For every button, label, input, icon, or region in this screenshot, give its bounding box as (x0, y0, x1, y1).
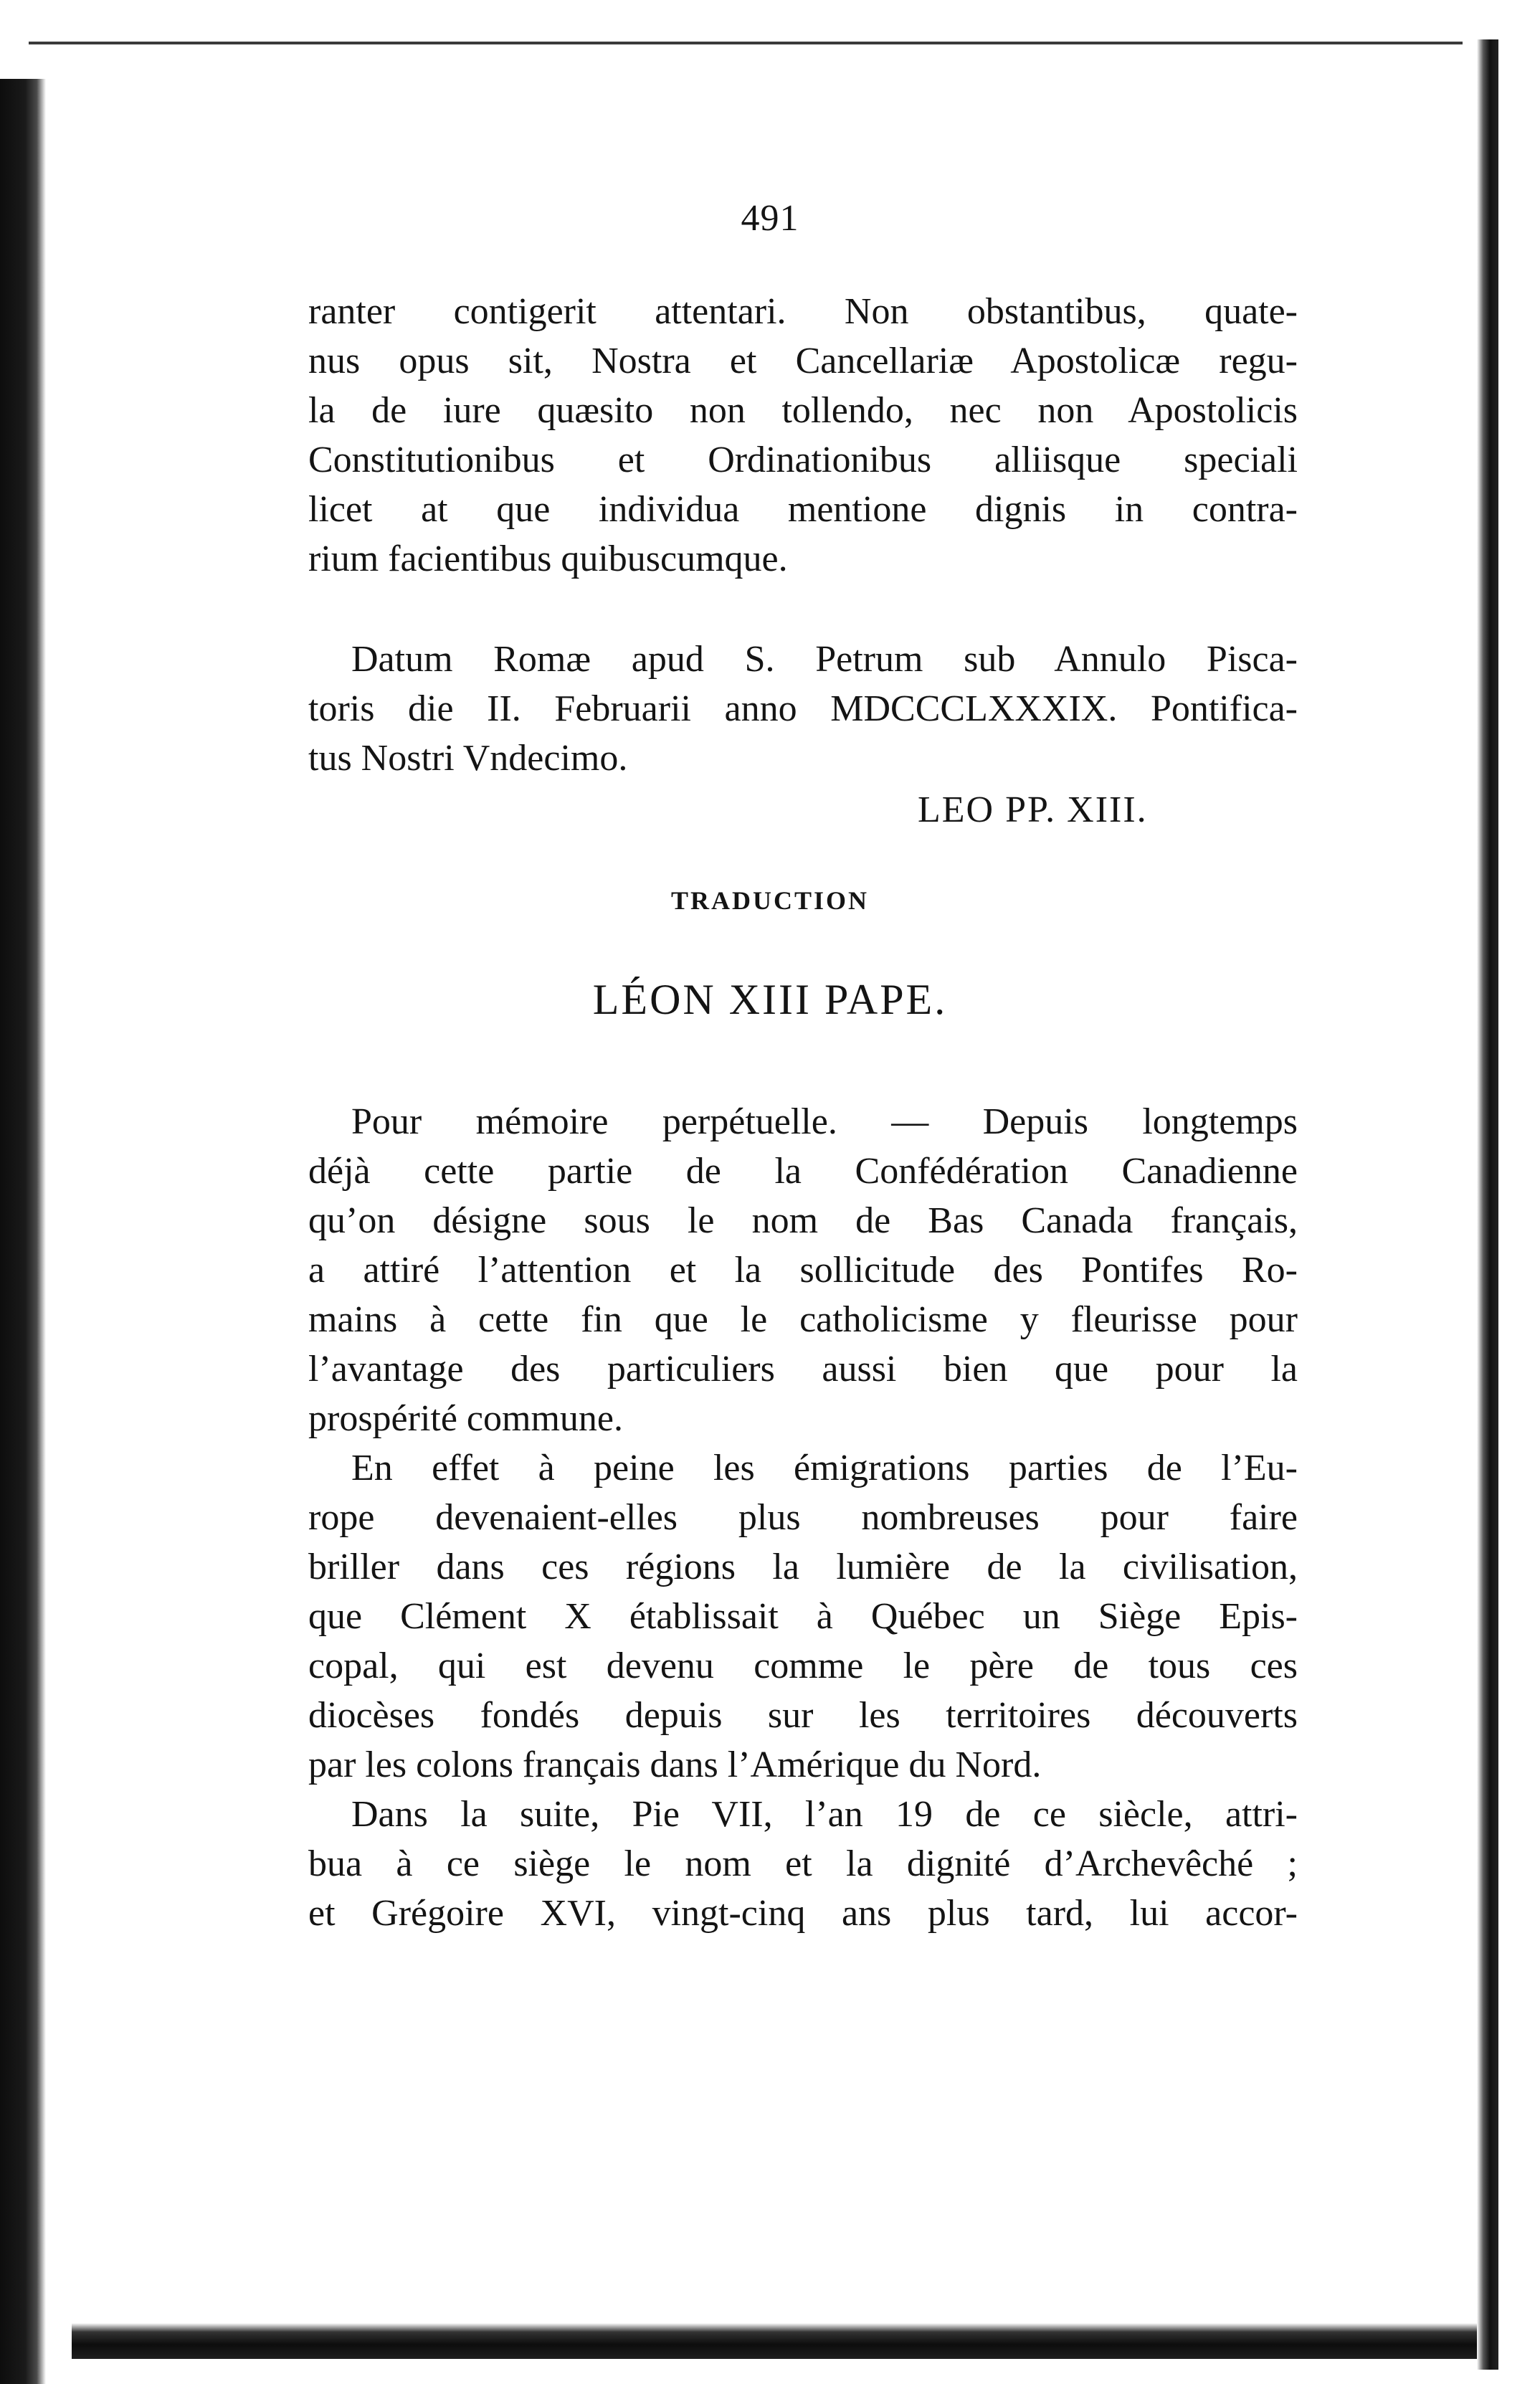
scan-right-edge (1477, 39, 1498, 2370)
datum-paragraph (308, 635, 1298, 783)
text-line: que Clément X établissait à Québec un Siège Epis- (308, 1596, 1298, 1637)
text-line: Pour mémoire perpétuelle. — Depuis longtemps (351, 1101, 1298, 1142)
scan-left-edge (0, 79, 46, 2384)
text-line: ranter contigerit attentari. Non obstantibus, quate- (308, 291, 1298, 332)
text-line: toris die II. Februarii anno MDCCCLXXXIX. Pontifica- (308, 688, 1298, 729)
text-line: a attiré l’attention et la sollicitude des Pontifes Ro- (308, 1250, 1298, 1291)
text-line: qu’on désigne sous le nom de Bas Canada français, (308, 1200, 1298, 1241)
text-line: par les colons français dans l’Amérique du Nord. (308, 1744, 1042, 1785)
text-line: prospérité commune. (308, 1398, 623, 1439)
text-line: licet at que individua mentione dignis in contra- (308, 489, 1298, 530)
scan-top-edge (29, 42, 1463, 44)
text-line: Constitutionibus et Ordinationibus alliisque speciali (308, 440, 1298, 480)
page-number: 491 (741, 198, 799, 239)
text-line: En effet à peine les émigrations parties de l’Eu- (351, 1448, 1298, 1488)
text-line: la de iure quæsito non tollendo, nec non Apostolicis (308, 390, 1298, 431)
text-line: briller dans ces régions la lumière de la civilisation, (308, 1547, 1298, 1587)
text-line: Datum Romæ apud S. Petrum sub Annulo Pisca- (351, 639, 1298, 680)
text-line: bua à ce siège le nom et la dignité d’Archevêché ; (308, 1843, 1298, 1884)
text-line: copal, qui est devenu comme le père de tous ces (308, 1645, 1298, 1686)
text-line: nus opus sit, Nostra et Cancellariæ Apostolicæ regu- (308, 341, 1298, 381)
text-line: déjà cette partie de la Confédération Canadienne (308, 1151, 1298, 1192)
text-line: diocèses fondés depuis sur les territoires découverts (308, 1695, 1298, 1736)
text-line: mains à cette fin que le catholicisme y fleurisse pour (308, 1299, 1298, 1340)
scan-bottom-edge (72, 2323, 1477, 2359)
french-translation (308, 1097, 1298, 1938)
traduction-heading: TRADUCTION (670, 886, 870, 915)
translation-title: LÉON XIII PAPE. (592, 976, 948, 1023)
text-line: Dans la suite, Pie VII, l’an 19 de ce siècle, attri- (351, 1794, 1298, 1835)
text-line: rium facientibus quibuscumque. (308, 538, 788, 579)
text-line: rope devenaient-elles plus nombreuses pour faire (308, 1497, 1298, 1538)
text-line: l’avantage des particuliers aussi bien que pour la (308, 1349, 1298, 1390)
text-line: tus Nostri Vndecimo. (308, 738, 628, 779)
papal-signature: LEO PP. XIII. (918, 789, 1148, 830)
text-line: et Grégoire XVI, vingt-cinq ans plus tard, lui accor- (308, 1893, 1298, 1934)
latin-paragraph (308, 287, 1298, 584)
